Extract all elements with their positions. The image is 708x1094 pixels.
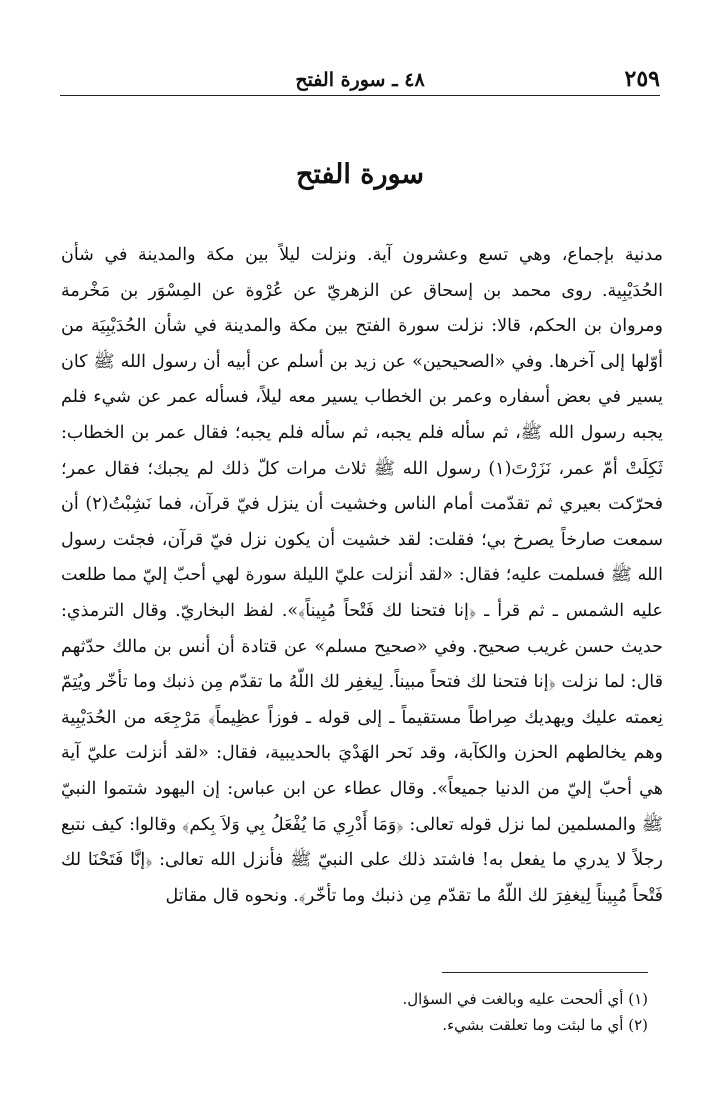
header-rule — [60, 95, 660, 96]
body-paragraph: مدنية بإجماع، وهي تسع وعشرون آية. ونزلت ليلاً بين مكة والمدينة في شأن الحُدَيْبِية. روى محمد بن إسحاق عن الزهريّ عن عُرْوة عن المِسْوَر بن مَخْرمة ومروان بن الحكم، قالا: نزلت سورة الفتح بين مكة والمدينة في شأن الحُدَيْبِيَة من أوّلها إلى آخرها. وفي «الصحيحين» عن زيد بن أسلم عن أبيه أن رسول الله ﷺ كان يسير في بعض أسفاره وعمر بن الخطاب يسير معه ليلاً، فسأله عمر عن شيء فلم يجبه رسول الله ﷺ، ثم سأله فلم يجبه، ثم سأله فلم يجبه؛ فقال عمر بن الخطاب: ثَكِلَتْ أمّ عمر، نَزَرْتَ(١) رسول الله ﷺ ثلاث مرات كلّ ذلك لم يجبك؛ فقال عمر؛ فحرّكت بعيري ثم تقدّمت أمام الناس وخشيت أن ينزل فيّ قرآن، فما نَشِبْتُ(٢) أن سمعت صارخاً يصرخ بي؛ فقلت: لقد خشيت أن يكون نزل فيّ قرآن، فجئت رسول الله ﷺ فسلمت عليه؛ فقال: «لقد أنزلت عليّ الليلة سورة لهي أحبّ إليّ مما طلعت عليه الشمس ـ ثم قرأ ـ ﴿إنا فتحنا لك فَتْحاً مُبِيناً﴾». لفظ البخاريّ. وقال الترمذي: حديث حسن غريب صحيح. وفي «صحيح مسلم» عن قتادة أن أنس بن مالك حدّثهم قال: لما نزلت ﴿إنا فتحنا لك فتحاً مبيناً. لِيغفِر لك اللّهُ ما تقدّم مِن ذنبك وما تأخّر ويُتِمّ نِعمته عليك ويهديك صِراطاً مستقيماً ـ إلى قوله ـ فوزاً عظِيماً﴾ مَرْجِعَه من الحُدَيْبِية وهم يخالطهم الحزن والكآبة، وقد نَحر الهَدْيَ بالحديبية، فقال: «لقد أنزلت عليّ آية هي أحبّ إليّ من الدنيا جميعاً». وقال عطاء عن ابن عباس: إن اليهود شتموا النبيّ ﷺ والمسلمين لما نزل قوله تعالى: ﴿وَمَا أَدْرِي مَا يُفْعَلُ بِي وَلاَ بِكم﴾ وقالوا: كيف نتبع رجلاً لا يدري ما يفعل به! فاشتد ذلك على النبيّ ﷺ فأنزل الله تعالى: ﴿إنَّا فَتَحْنَا لك فَتْحاً مُبِيناً لِيغفِرَ لك اللّهُ ما تقدّم مِن ذنبك وما تأخّر﴾. ونحوه قال مقاتل — [61, 245, 663, 906]
running-title: ٤٨ ـ سورة الفتح — [295, 69, 425, 91]
footnotes — [48, 986, 648, 1038]
surah-title: سورة الفتح — [295, 159, 425, 190]
running-header — [60, 62, 660, 96]
footnote-1: (١) أي ألححت عليه وبالغت في السؤال. — [402, 990, 648, 1008]
footnote-2: (٢) أي ما لبثت وما تعلقت بشيء. — [442, 1016, 648, 1034]
footnote-rule — [442, 972, 648, 973]
page-number: ٢٥٩ — [624, 66, 660, 92]
